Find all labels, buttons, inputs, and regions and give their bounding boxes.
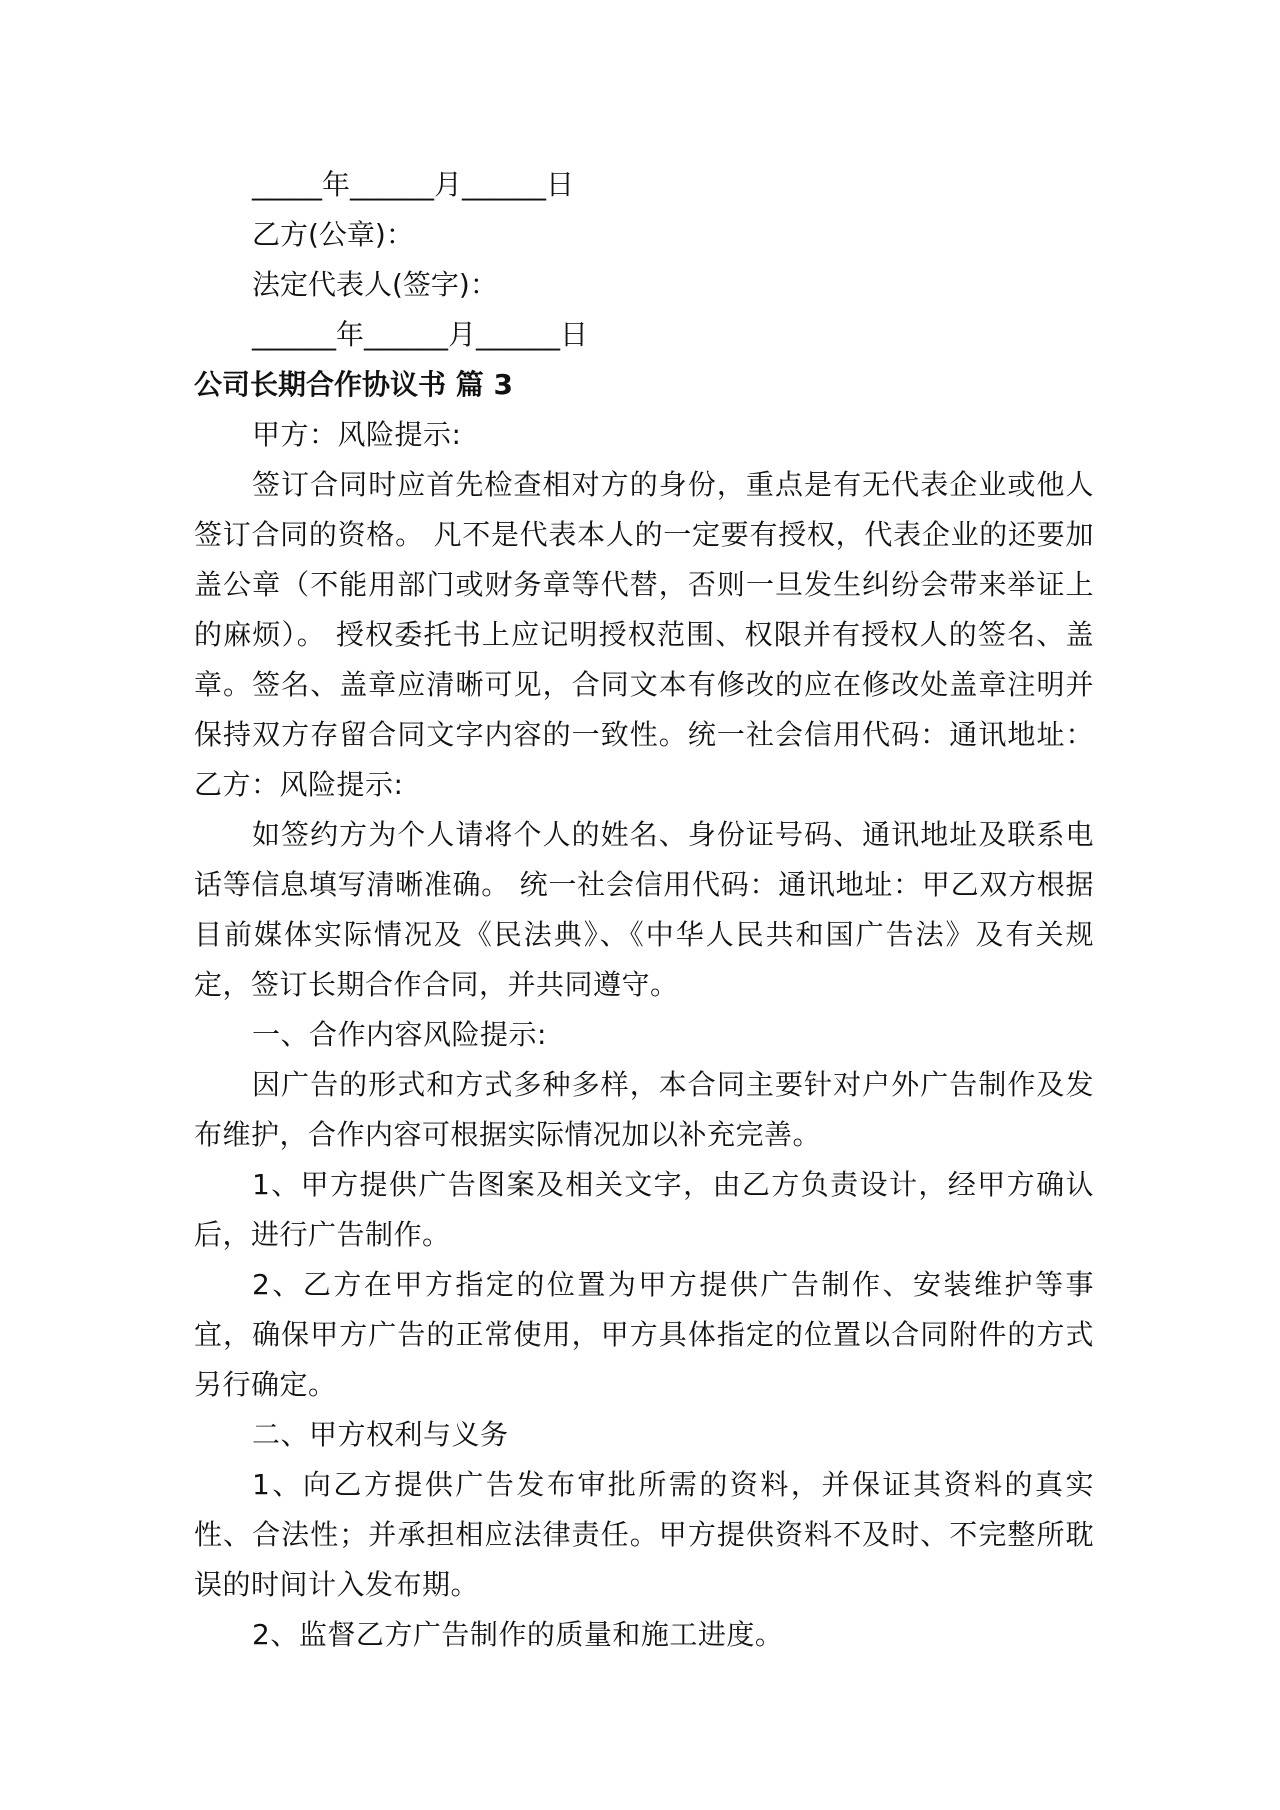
party-b-seal-label: 乙方(公章)： <box>252 218 414 251</box>
document-page <box>194 160 1094 1660</box>
legal-representative-label: 法定代表人(签字)： <box>252 268 498 301</box>
paragraph-individual-info: 如签约方为个人请将个人的姓名、身份证号码、通讯地址及联系电话等信息填写清晰准确。 统一社会信用代码：通讯地址：甲乙双方根据目前媒体实际情况及《民法典》、《中华人民共和国广告法》及有关规定，签订长期合作合同，并共同遵守。 <box>194 818 1094 1001</box>
date-line-2: ______年______月______日 <box>252 318 589 351</box>
paragraph-identity-check: 签订合同时应首先检查相对方的身份，重点是有无代表企业或他人签订合同的资格。 凡不是代表本人的一定要有授权，代表企业的还要加盖公章（不能用部门或财务章等代替，否则一旦发生纠纷会带来举证上的麻烦）。 授权委托书上应记明授权范围、权限并有授权人的签名、盖章。签名、盖章应清晰可见，合同文本有修改的应在修改处盖章注明并保持双方存留合同文字内容的一致性。统一社会信用代码：通讯地址：乙方：风险提示: <box>194 468 1094 801</box>
paragraph-rights-heading: 二、甲方权利与义务 <box>252 1418 509 1451</box>
paragraph-rights-2: 2、监督乙方广告制作的质量和施工进度。 <box>252 1618 784 1651</box>
paragraph-party-a: 甲方：风险提示: <box>252 418 462 451</box>
paragraph-clause-2: 2、乙方在甲方指定的位置为甲方提供广告制作、安装维护等事宜，确保甲方广告的正常使用，甲方具体指定的位置以合同附件的方式另行确定。 <box>194 1268 1094 1401</box>
paragraph-clause-1: 1、甲方提供广告图案及相关文字，由乙方负责设计，经甲方确认后，进行广告制作。 <box>194 1168 1094 1251</box>
paragraph-cooperation-content: 因广告的形式和方式多种多样，本合同主要针对户外广告制作及发布维护，合作内容可根据实际情况加以补充完善。 <box>194 1068 1094 1151</box>
paragraph-rights-1: 1、向乙方提供广告发布审批所需的资料，并保证其资料的真实性、合法性；并承担相应法律责任。甲方提供资料不及时、不完整所耽误的时间计入发布期。 <box>194 1468 1094 1601</box>
date-line-1: _____年______月______日 <box>252 168 575 201</box>
section-title: 公司长期合作协议书 篇 3 <box>194 368 513 401</box>
paragraph-cooperation-heading: 一、合作内容风险提示: <box>252 1018 547 1051</box>
